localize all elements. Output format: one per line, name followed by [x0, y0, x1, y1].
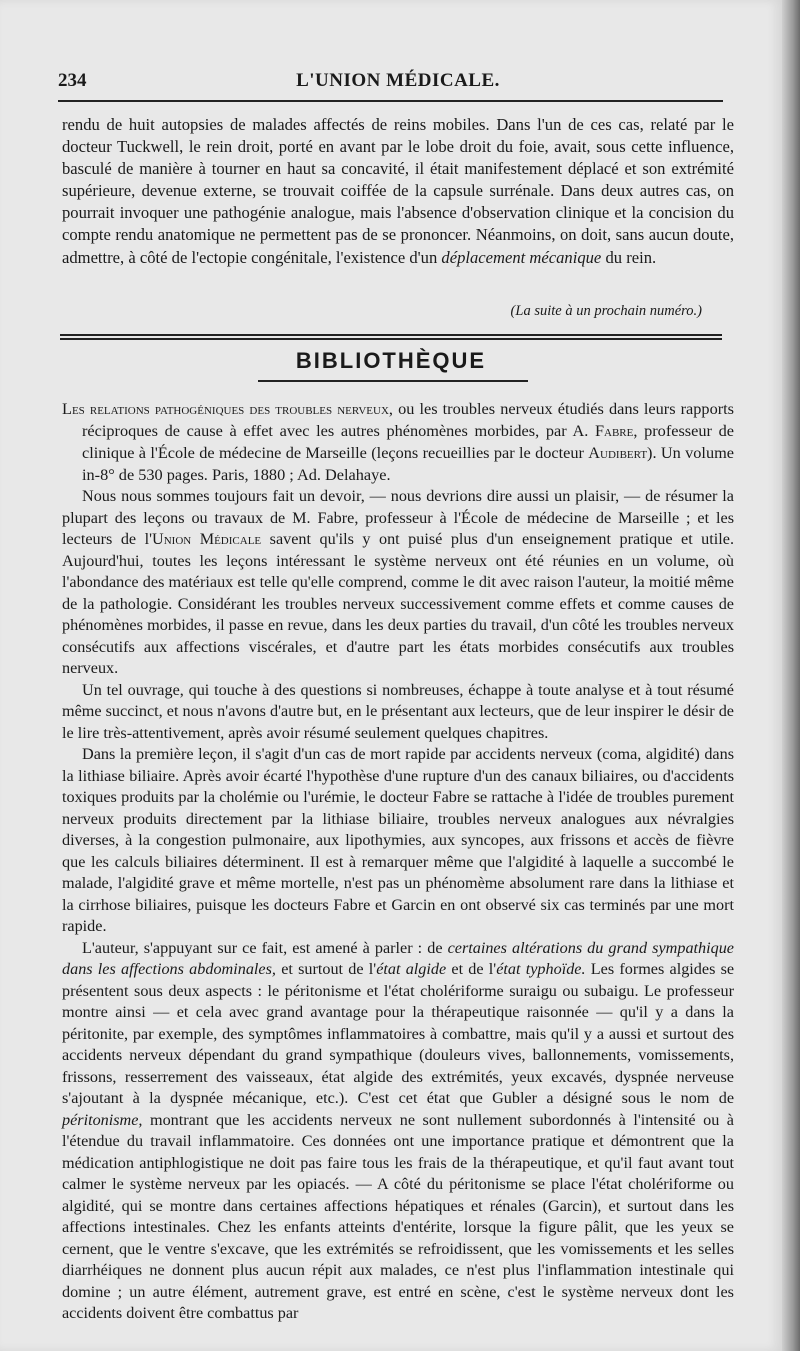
p4-emphasis-1: certaines altérations du grand sympathique dans les affections abdominales,: [62, 938, 734, 978]
intro-text: rendu de huit autopsies de malades affectés de reins mobiles. Dans l'un de ces cas, relaté par le docteur Tuckwell, le rein droit, porté en avant par le lobe droit du foie, avait, sous cette influence, basculé de manière à tourner en haut sa concavité, il était manifestement déplacé et son extrémité supérieure, devenue externe, se trouvait coiffée de la capsule surrénale. Dans deux autres cas, on pourrait invoquer une pathogénie analogue, mais l'absence d'observation clinique et la concision du compte rendu anatomique ne permettent pas de se prononcer. Néanmoins, on doit, sans aucun doute, admettre, à côté de l'ectopie congénitale, l'existence d'un: [62, 115, 734, 267]
book-title: Les relations pathogéniques des troubles nerveux,: [62, 399, 393, 418]
section-title: BIBLIOTHÈQUE: [295, 348, 487, 373]
p4-text-c: et de l': [451, 960, 497, 978]
review-paragraph-1: [62, 486, 734, 680]
book-publication: Un volume in-8° de 530 pages. Paris, 1880 ; Ad. Delahaye.: [82, 443, 734, 485]
intro-tail: du rein.: [605, 247, 657, 267]
book-title-rest: ou les troubles nerveux étudiés dans leurs rapports réciproques de cause à effet avec les autres phénomènes morbides, par A.: [82, 399, 734, 441]
header-rule: [58, 100, 723, 102]
review-paragraph-4: [62, 938, 734, 1325]
intro-paragraph: [62, 114, 734, 269]
review-body: [62, 486, 734, 1325]
intro-emphasis: déplacement mécanique: [441, 247, 602, 267]
book-author-rest: professeur de clinique à l'École de médecine de Marseille (leçons recueillies par le docteur: [82, 421, 734, 463]
section-divider: [60, 334, 722, 340]
p1-text-a: Nous nous sommes toujours fait un devoir, — nous devrions dire aussi un plaisir, — de résumer la plupart des leçons ou travaux de M. Fabre, professeur à l'École de médecine de Marseille ; et les lecteurs de l': [62, 487, 734, 548]
book-author: Fabre,: [594, 421, 638, 441]
section-title-rule: [258, 380, 528, 382]
journal-name: Union Médicale: [152, 530, 262, 548]
review-paragraph-2: Un tel ouvrage, qui touche à des questions si nombreuses, échappe à toute analyse et à tout résumé même succinct, et nous n'avons d'autre but, en le présentant aux lecteurs, que de leur inspirer le désir de le lire très-attentivement, après avoir résumé seulement quelques chapitres.: [62, 680, 734, 742]
continued-note: (La suite à un prochain numéro.): [510, 303, 702, 319]
p4-emphasis-4: péritonisme,: [62, 1110, 143, 1129]
p4-emphasis-2: état algide: [376, 960, 447, 978]
p4-text-d: Les formes algides se présentent sous deux aspects : le péritonisme et l'état cholériforme suraigu ou subaigu. Le professeur montre ainsi — et cela avec grand avantage pour la thérapeutique raisonnée — qu'il y a dans la péritonite, par exemple, des symptômes inflammatoires à combattre, mais qu'il y a aussi et surtout des accidents nerveux dépendant du grand sympathique (douleurs vives, ballonnements, vomissements, frissons, resserrement des vaisseaux, état algide des extrémités, yeux excavés, dyspnée nerveuse s'ajoutant à la dyspnée mécanique, etc.). C'est cet état que Gubler a désigné sous le nom de: [62, 960, 735, 1107]
review-paragraph-3: Dans la première leçon, il s'agit d'un cas de mort rapide par accidents nerveux (coma, algidité) dans la lithiase biliaire. Après avoir écarté l'hypothèse d'une rupture d'un des canaux biliaires, ou d'accidents toxiques produits par la cholémie ou l'urémie, le docteur Fabre se rattache à l'idée de troubles purement nerveux produits directement par la lithiase biliaire, troubles nerveux analogues aux névralgies diverses, à la congestion pulmonaire, aux lipothymies, aux syncopes, aux frissons et accès de fièvre que les calculs biliaires déterminent. Il est à remarquer même que l'algidité à laquelle a succombé le malade, l'algidité grave et même mortelle, n'est pas un phénomème absolument rare dans la lithiase et la cirrhose biliaires, puisque les docteurs Fabre et Garcin en ont observé six cas terminés par une mort rapide.: [62, 745, 734, 935]
p4-emphasis-3: état typhoïde.: [496, 960, 586, 978]
p4-text-b: et surtout de l': [281, 960, 377, 978]
p1-text-b: savent qu'ils y ont puisé plus d'un enseignement pratique et utile. Aujourd'hui, toutes les leçons intéressant le système nerveux ont été réunies en un volume, où l'abondance des matériaux est telle qu'elle comprend, comme le dit avec raison l'auteur, la moitié même de la pathologie. Considérant les troubles nerveux successivement comme effets et comme causes de phénomènes morbides, il passe en revue, dans les deux parties du travail, d'un côté les troubles nerveux consécutifs aux affections viscérales, et d'autre part les états morbides consécutifs aux troubles nerveux.: [62, 530, 735, 677]
p4-text-a: L'auteur, s'appuyant sur ce fait, est amené à parler : de: [82, 938, 443, 957]
book-editor: Audibert).: [588, 443, 657, 463]
p4-text-e: montrant que les accidents nerveux ne sont nullement subordonnés à l'intensité ou à l'étendue du travail inflammatoire. Ces données ont une importance pratique et démontrent que la médication antiphlogistique ne doit pas faire tous les frais de la thérapeutique, et qu'il faut avant tout calmer le système nerveux par les opiacés. — A côté du péritonisme se place l'état cholériforme ou algidité, qui se montre dans certaines affections hépatiques et rénales (Garcin), et surtout dans les affections intestinales. Chez les enfants atteints d'entérite, lorsque la figure pâlit, que les yeux se cernent, que le ventre s'excave, que les extrémités se refroidissent, que les vomissements et les selles diarrhéiques ne donnent plus aucun répit aux malades, ce n'est plus l'inflammation intestinale qui domine ; un autre élément, autrement grave, est entré en scène, c'est le système nerveux dont les accidents doivent être combattus par: [62, 1110, 734, 1322]
page-header: [58, 70, 738, 100]
page-edge-shadow: [782, 0, 800, 1351]
running-title: L'UNION MÉDICALE.: [296, 70, 500, 91]
page-number: 234: [58, 70, 87, 91]
book-reference: [62, 398, 734, 486]
